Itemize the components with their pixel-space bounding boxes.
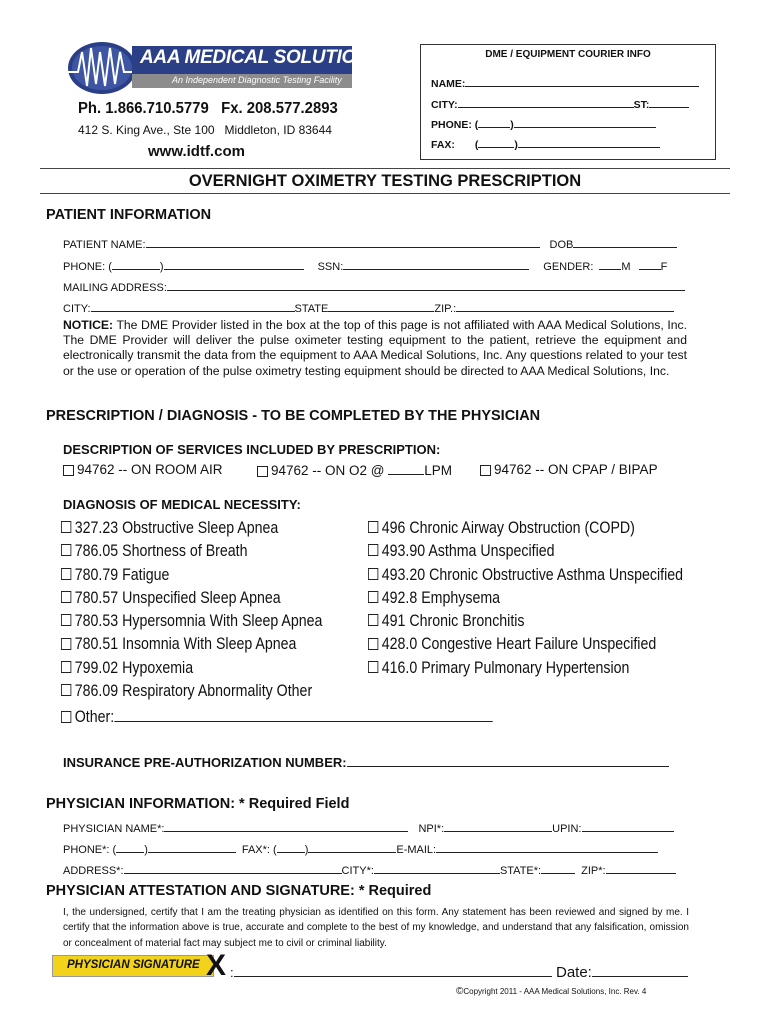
physician-phone-paren: ) bbox=[144, 844, 148, 856]
diagnosis-checkbox[interactable] bbox=[61, 521, 71, 533]
diagnosis-item[interactable]: 416.0 Primary Pulmonary Hypertension bbox=[368, 659, 683, 682]
cpap-checkbox[interactable] bbox=[480, 465, 491, 476]
physician-fax-field[interactable] bbox=[308, 839, 396, 853]
diagnosis-item[interactable]: 493.90 Asthma Unspecified bbox=[368, 542, 683, 565]
physician-signature-badge bbox=[52, 955, 214, 977]
patient-city-field[interactable] bbox=[91, 298, 295, 312]
physician-phone-row bbox=[63, 839, 658, 856]
dme-phone-paren: ) bbox=[510, 119, 514, 131]
gender-f-field[interactable] bbox=[639, 256, 661, 270]
cpap-label: 94762 -- ON CPAP / BIPAP bbox=[494, 462, 658, 477]
dme-fax-row bbox=[431, 134, 660, 151]
physician-fax-label: FAX*: ( bbox=[241, 844, 277, 856]
patient-name-label: PATIENT NAME: bbox=[63, 239, 146, 251]
dme-phone-row bbox=[431, 114, 656, 131]
dme-city-label: CITY: bbox=[431, 99, 458, 111]
date-field[interactable] bbox=[592, 961, 688, 977]
dme-fax-field[interactable] bbox=[518, 134, 660, 148]
dme-city-row bbox=[431, 94, 689, 111]
dme-st-field[interactable] bbox=[649, 94, 689, 108]
form-title: OVERNIGHT OXIMETRY TESTING PRESCRIPTION bbox=[188, 172, 582, 190]
physician-info-heading: PHYSICIAN INFORMATION: * Required Field bbox=[46, 796, 350, 812]
diagnosis-item[interactable]: 780.57 Unspecified Sleep Apnea bbox=[61, 589, 493, 612]
dme-st-label: ST: bbox=[633, 99, 650, 111]
dme-courier-box bbox=[420, 44, 716, 160]
o2-label: 94762 -- ON O2 @ bbox=[271, 463, 385, 478]
diagnosis-item[interactable]: 428.0 Congestive Heart Failure Unspecified bbox=[368, 635, 683, 658]
patient-phone-paren: ) bbox=[159, 261, 164, 273]
patient-ssn-label: SSN: bbox=[317, 261, 344, 273]
diagnosis-checkbox[interactable] bbox=[61, 684, 71, 696]
physician-city-field[interactable] bbox=[374, 860, 500, 874]
dme-fax-paren-open: ( bbox=[474, 139, 479, 151]
o2-checkbox[interactable] bbox=[257, 466, 268, 477]
signature-row bbox=[230, 962, 552, 980]
dme-name-label: NAME: bbox=[431, 78, 466, 90]
diagnosis-item[interactable]: 496 Chronic Airway Obstruction (COPD) bbox=[368, 519, 683, 542]
dme-name-field[interactable] bbox=[465, 73, 699, 87]
patient-phone-label: PHONE: ( bbox=[63, 261, 112, 273]
patient-phone-area-field[interactable] bbox=[112, 256, 160, 270]
diagnosis-checkbox[interactable] bbox=[368, 614, 378, 626]
patient-city-label: CITY: bbox=[63, 303, 91, 315]
physician-fax-paren: ) bbox=[304, 844, 309, 856]
diagnosis-checkbox[interactable] bbox=[368, 544, 378, 556]
room-air-checkbox[interactable] bbox=[63, 465, 74, 476]
patient-state-field[interactable] bbox=[328, 298, 434, 312]
contact-phone-fax: Ph. 1.866.710.5779 Fx. 208.577.2893 bbox=[78, 100, 338, 117]
patient-mailing-label: MAILING ADDRESS: bbox=[63, 282, 167, 294]
copyright-text: Copyright 2011 - AAA Medical Solutions, Inc. Rev. 4 bbox=[463, 987, 647, 996]
signature-field[interactable] bbox=[234, 962, 552, 977]
diagnosis-checkbox[interactable] bbox=[61, 568, 71, 580]
dme-phone-label: PHONE: ( bbox=[431, 119, 479, 131]
title-top-rule bbox=[40, 168, 730, 169]
dme-box-title: DME / EQUIPMENT COURIER INFO bbox=[485, 49, 651, 60]
patient-name-row bbox=[63, 234, 677, 251]
patient-name-field[interactable] bbox=[146, 234, 540, 248]
date-row bbox=[556, 961, 688, 981]
service-room-air[interactable] bbox=[63, 462, 223, 477]
diagnosis-item[interactable]: 799.02 Hypoxemia bbox=[61, 659, 493, 682]
npi-field[interactable] bbox=[444, 818, 552, 832]
physician-phone-area-field[interactable] bbox=[116, 839, 144, 853]
physician-state-label: STATE*: bbox=[499, 865, 542, 877]
diagnosis-item[interactable]: 491 Chronic Bronchitis bbox=[368, 612, 683, 635]
diagnosis-checkbox[interactable] bbox=[61, 591, 71, 603]
physician-name-row bbox=[63, 818, 674, 835]
attestation-heading: PHYSICIAN ATTESTATION AND SIGNATURE: * Required bbox=[46, 883, 432, 899]
diagnosis-item[interactable]: 327.23 Obstructive Sleep Apnea bbox=[61, 519, 493, 542]
dme-notice bbox=[63, 318, 687, 379]
physician-zip-field[interactable] bbox=[606, 860, 676, 874]
o2-unit-label: LPM bbox=[424, 463, 453, 478]
signature-badge-label: PHYSICIAN SIGNATURE bbox=[67, 959, 200, 971]
contact-address: 412 S. King Ave., Ste 100 Middleton, ID 83644 bbox=[78, 123, 332, 137]
diagnosis-checkbox[interactable] bbox=[368, 661, 378, 673]
gender-m-label: M bbox=[621, 261, 631, 273]
patient-city-row bbox=[63, 298, 674, 315]
company-tagline: An Independent Diagnostic Testing Facility bbox=[172, 75, 342, 85]
physician-phone-label: PHONE*: ( bbox=[63, 844, 117, 856]
patient-dob-label: DOB bbox=[549, 239, 574, 251]
dme-fax-label: FAX: bbox=[431, 139, 455, 151]
o2-lpm-field[interactable] bbox=[388, 462, 424, 475]
diagnosis-checkbox[interactable] bbox=[61, 614, 71, 626]
service-o2[interactable] bbox=[257, 462, 452, 478]
other-label: Other: bbox=[74, 708, 115, 727]
upin-field[interactable] bbox=[582, 818, 674, 832]
dme-phone-field[interactable] bbox=[514, 114, 656, 128]
patient-info-heading: PATIENT INFORMATION bbox=[46, 207, 212, 223]
diagnosis-heading: DIAGNOSIS OF MEDICAL NECESSITY: bbox=[63, 497, 301, 512]
physician-city-label: CITY*: bbox=[341, 865, 374, 877]
date-label: Date: bbox=[556, 964, 592, 981]
insurance-label: INSURANCE PRE-AUTHORIZATION NUMBER: bbox=[63, 755, 347, 770]
patient-gender-label: GENDER: bbox=[543, 261, 594, 273]
copyright-footer bbox=[456, 986, 646, 997]
copyright-icon: © bbox=[456, 986, 464, 997]
website-link[interactable]: www.idtf.com bbox=[148, 143, 245, 160]
patient-dob-field[interactable] bbox=[573, 234, 677, 248]
notice-label: NOTICE: bbox=[63, 318, 114, 332]
gender-m-field[interactable] bbox=[599, 256, 621, 270]
signature-x-mark: X bbox=[206, 949, 227, 982]
npi-label: NPI*: bbox=[418, 823, 445, 835]
patient-zip-label: ZIP.: bbox=[434, 303, 457, 315]
prescription-heading: PRESCRIPTION / DIAGNOSIS - TO BE COMPLETED BY THE PHYSICIAN bbox=[46, 408, 541, 424]
dme-fax-area-field[interactable] bbox=[478, 134, 514, 148]
physician-address-label: ADDRESS*: bbox=[63, 865, 124, 877]
diagnosis-item[interactable]: 492.8 Emphysema bbox=[368, 589, 683, 612]
email-field[interactable] bbox=[436, 839, 658, 853]
dme-city-field[interactable] bbox=[458, 94, 634, 108]
physician-fax-area-field[interactable] bbox=[277, 839, 305, 853]
diagnosis-checkbox[interactable] bbox=[61, 638, 71, 650]
attestation-text: I, the undersigned, certify that I am the treating physician as identified on this form. Any statement has been reviewed and signed by me. I certify that the information above is true, accurate and complete to the best of my knowledge, and understand that any falsification, omission or concealment of material fact may subject me to civil or criminal liability. bbox=[63, 907, 689, 949]
physician-address-row bbox=[63, 860, 676, 877]
diagnosis-checkbox[interactable] bbox=[368, 568, 378, 580]
physician-state-field[interactable] bbox=[541, 860, 575, 874]
gender-f-label: F bbox=[660, 261, 668, 273]
patient-zip-field[interactable] bbox=[456, 298, 674, 312]
diagnosis-other[interactable] bbox=[61, 705, 493, 728]
diagnosis-list-right bbox=[368, 519, 734, 682]
other-diagnosis-field[interactable] bbox=[114, 705, 492, 722]
patient-ssn-field[interactable] bbox=[343, 256, 529, 270]
dme-phone-area-field[interactable] bbox=[478, 114, 510, 128]
patient-mailing-row bbox=[63, 277, 685, 294]
other-checkbox[interactable] bbox=[61, 711, 71, 723]
insurance-row bbox=[63, 753, 669, 770]
diagnosis-item[interactable]: 786.09 Respiratory Abnormality Other bbox=[61, 682, 493, 705]
insurance-auth-field[interactable] bbox=[347, 753, 669, 767]
upin-label: UPIN: bbox=[552, 823, 582, 835]
diagnosis-item[interactable]: 786.05 Shortness of Breath bbox=[61, 542, 493, 565]
diagnosis-item[interactable]: 780.53 Hypersomnia With Sleep Apnea bbox=[61, 612, 493, 635]
company-name: AAA MEDICAL SOLUTIONS bbox=[140, 47, 382, 68]
service-cpap[interactable] bbox=[480, 462, 658, 477]
physician-name-field[interactable] bbox=[164, 818, 408, 832]
title-bottom-rule bbox=[40, 193, 730, 194]
diagnosis-checkbox[interactable] bbox=[368, 591, 378, 603]
signature-colon: : bbox=[230, 965, 234, 980]
patient-state-label: STATE bbox=[294, 303, 329, 315]
patient-phone-row bbox=[63, 256, 667, 273]
services-heading: DESCRIPTION OF SERVICES INCLUDED BY PRESCRIPTION: bbox=[63, 442, 441, 457]
diagnosis-item[interactable]: 493.20 Chronic Obstructive Asthma Unspecified bbox=[368, 566, 683, 589]
dme-fax-paren: ) bbox=[514, 139, 518, 151]
company-logo bbox=[60, 38, 382, 94]
room-air-label: 94762 -- ON ROOM AIR bbox=[77, 462, 223, 477]
physician-address-field[interactable] bbox=[124, 860, 342, 874]
patient-phone-field[interactable] bbox=[164, 256, 304, 270]
patient-mailing-field[interactable] bbox=[167, 277, 685, 291]
physician-phone-field[interactable] bbox=[148, 839, 236, 853]
diagnosis-item[interactable]: 780.79 Fatigue bbox=[61, 566, 493, 589]
diagnosis-checkbox[interactable] bbox=[368, 521, 378, 533]
physician-name-label: PHYSICIAN NAME*: bbox=[63, 823, 165, 835]
physician-zip-label: ZIP*: bbox=[581, 865, 606, 877]
email-label: E-MAIL: bbox=[396, 844, 437, 856]
dme-name-row bbox=[431, 73, 699, 90]
diagnosis-checkbox[interactable] bbox=[61, 661, 71, 673]
diagnosis-checkbox[interactable] bbox=[61, 544, 71, 556]
diagnosis-item[interactable]: 780.51 Insomnia With Sleep Apnea bbox=[61, 635, 493, 658]
diagnosis-checkbox[interactable] bbox=[368, 638, 378, 650]
notice-text: The DME Provider listed in the box at the top of this page is not affiliated with AAA Medical Solutions, Inc. The DME Provider will deliver the pulse oximeter testing equipment to the patient, retrieve the equipment and electronically transmit the data from the equipment to AAA Medical Solutions, Inc. Any questions related to your test or the use or operation of the pulse oximetry testing equipment should be directed to AAA Medical Solutions, Inc. bbox=[63, 318, 687, 378]
